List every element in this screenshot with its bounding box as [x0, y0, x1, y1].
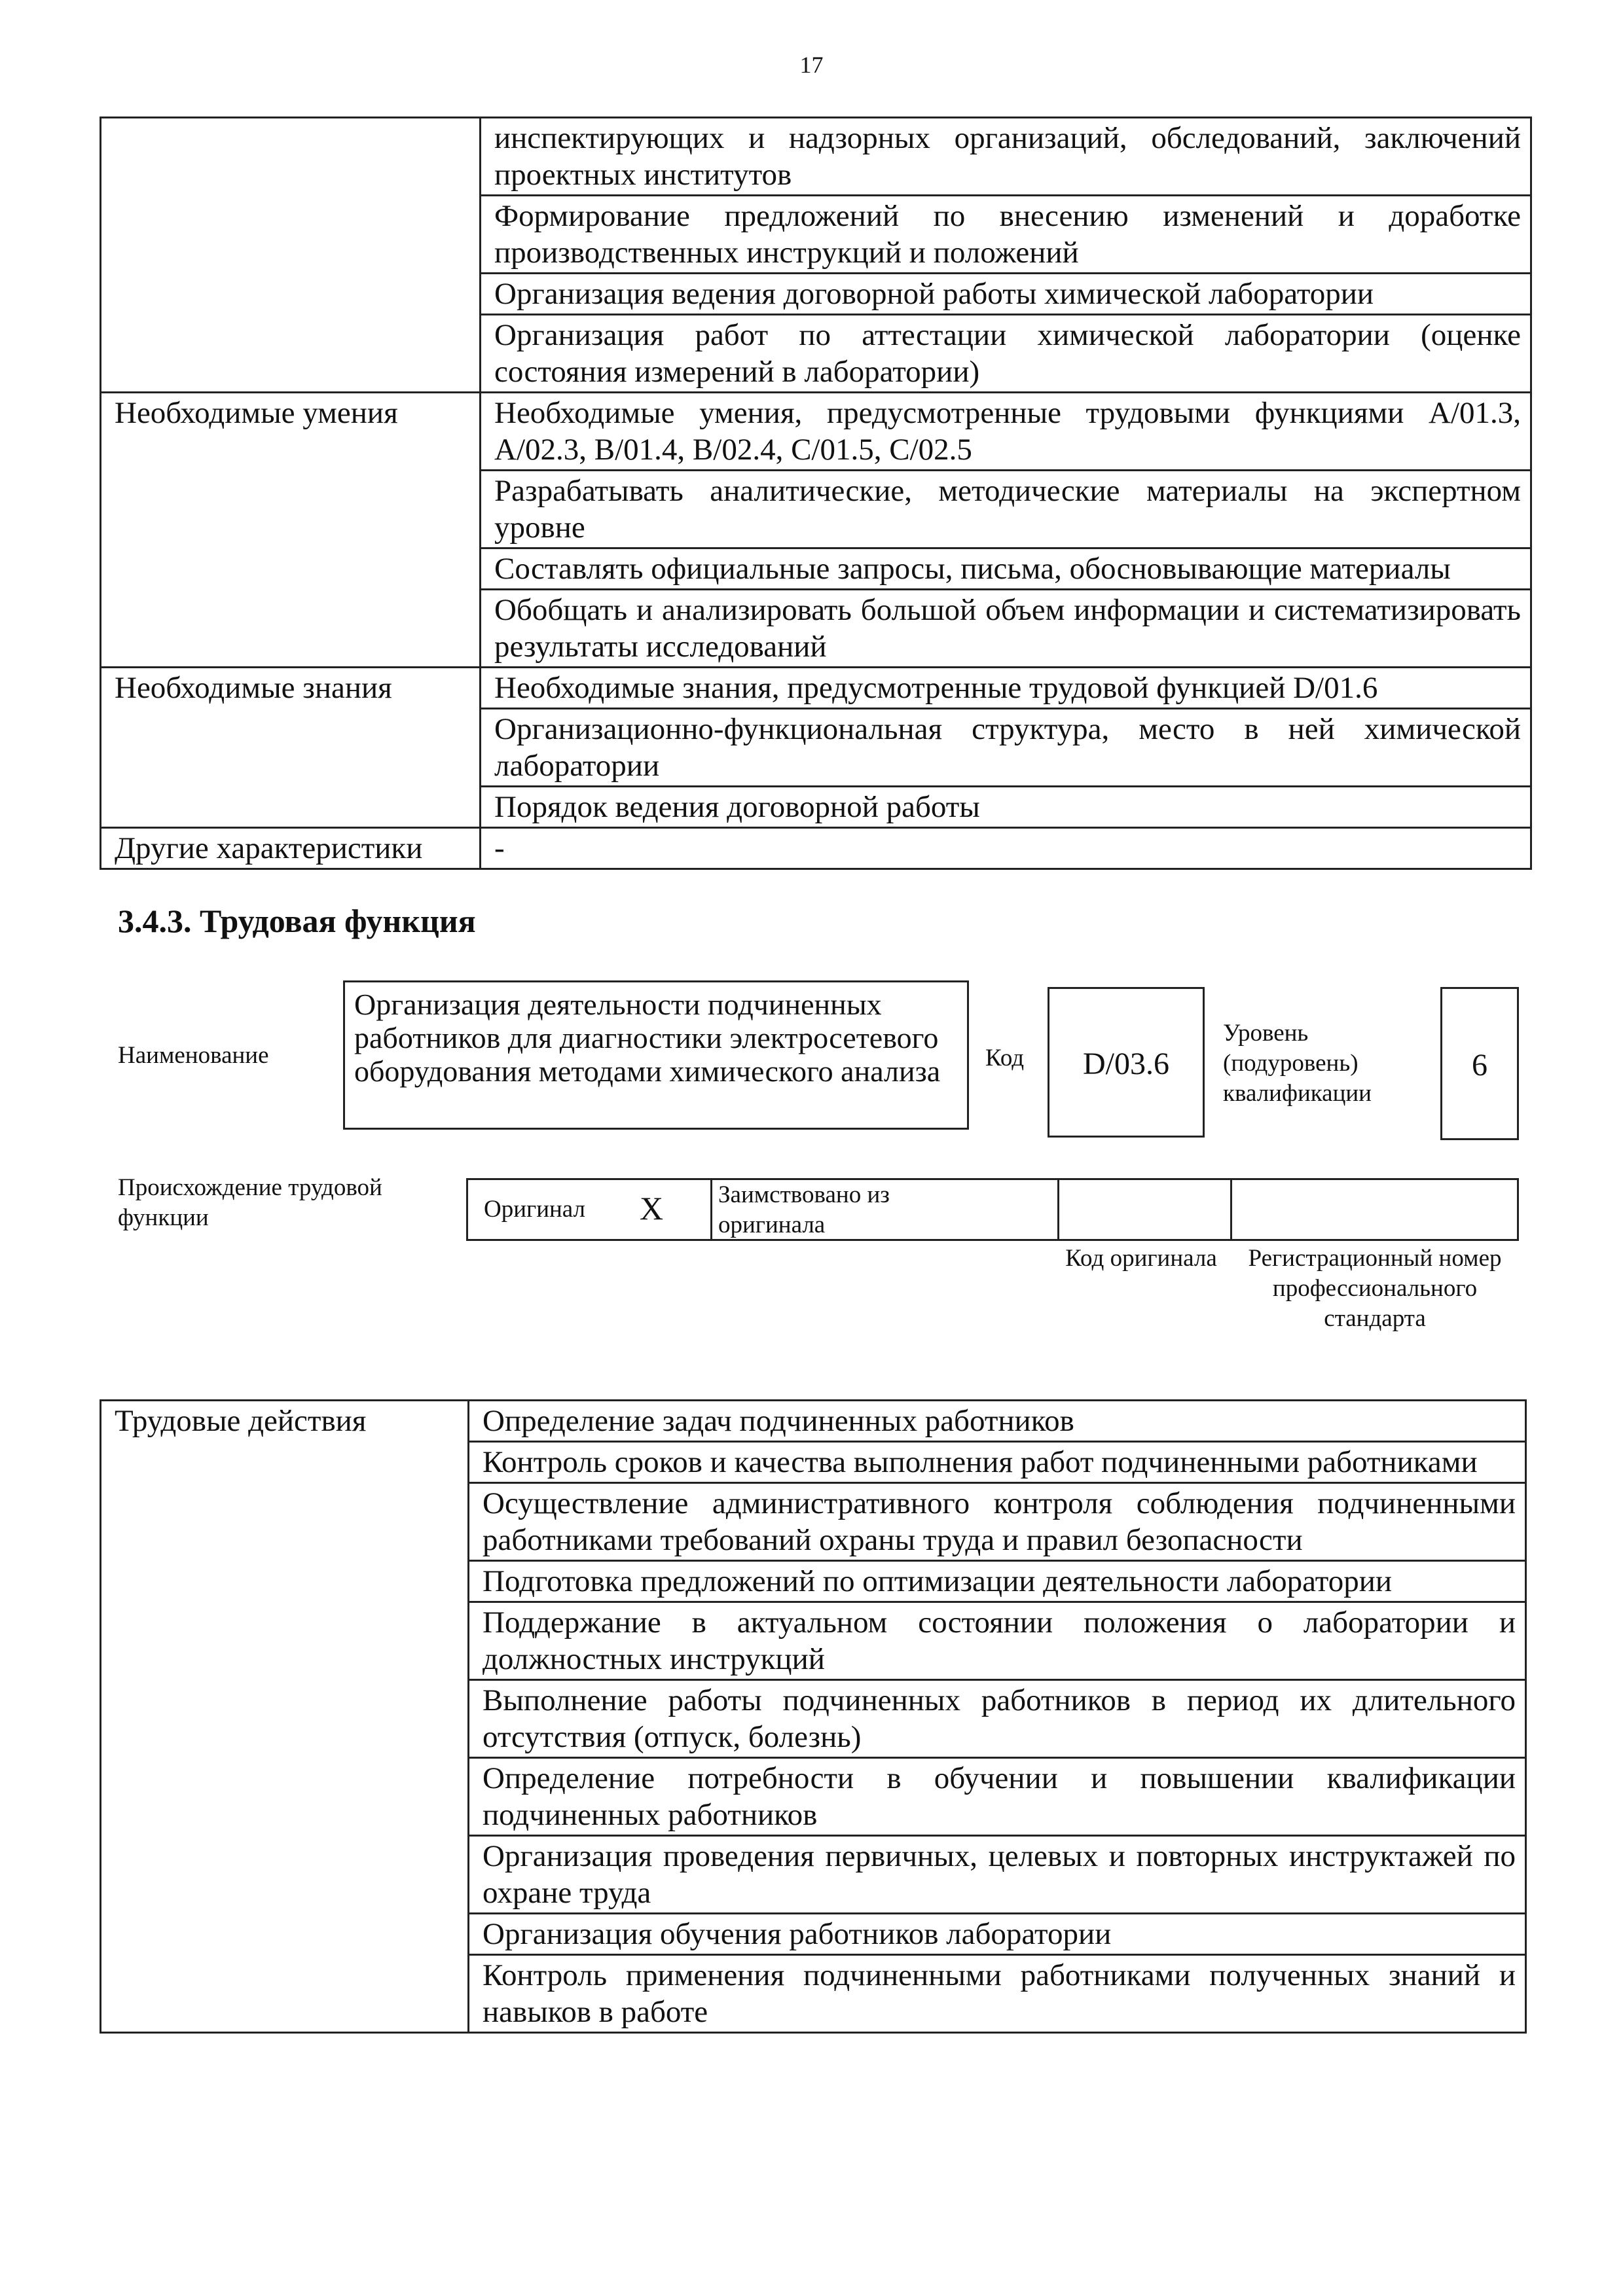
table-cell: - — [481, 828, 1531, 869]
table-cell: Необходимые умения, предусмотренные трудовыми функциями A/01.3, A/02.3, B/01.4, B/02.4, C/01.5, C/02.5 — [481, 393, 1531, 471]
divider — [1230, 1180, 1232, 1239]
table-cell: Обобщать и анализировать большой объем информации и систематизировать результаты исследований — [481, 590, 1531, 668]
borrowed-label: Заимствовано из оригинала — [718, 1181, 890, 1238]
row-label-skills: Необходимые умения — [101, 393, 481, 668]
row-label-knowledge: Необходимые знания — [101, 668, 481, 828]
page-number: 17 — [799, 52, 824, 78]
level-value: 6 — [1472, 1048, 1487, 1083]
actions-label: Трудовые действия — [101, 1401, 469, 2033]
table-cell: Организация работ по аттестации химической лаборатории (оценке состояния измерений в лаборатории) — [481, 315, 1531, 393]
table-row — [101, 1401, 1526, 1442]
table-cell: Выполнение работы подчиненных работников в период их длительного отсутствия (отпуск, болезнь) — [469, 1680, 1526, 1758]
table-cell: Необходимые знания, предусмотренные трудовой функцией D/01.6 — [481, 668, 1531, 709]
table-cell: Контроль сроков и качества выполнения работ подчиненными работниками — [469, 1442, 1526, 1483]
table-cell: Разрабатывать аналитические, методические материалы на экспертном уровне — [481, 471, 1531, 548]
table-cell: Организация ведения договорной работы химической лаборатории — [481, 274, 1531, 315]
table-cell: Осуществление административного контроля соблюдения подчиненными работниками требований охраны труда и правил безопасности — [469, 1483, 1526, 1561]
row-label-other: Другие характеристики — [101, 828, 481, 869]
function-name-value: Организация деятельности подчиненных работников для диагностики электросетевого оборудования методами химического анализа — [354, 988, 941, 1088]
divider — [710, 1180, 712, 1239]
name-label: Наименование — [118, 1042, 269, 1069]
actions-table — [100, 1399, 1527, 2034]
level-box — [1440, 987, 1519, 1140]
table-cell: Подготовка предложений по оптимизации деятельности лаборатории — [469, 1561, 1526, 1602]
table-cell: Определение потребности в обучении и повышении квалификации подчиненных работников — [469, 1758, 1526, 1836]
table-cell: Порядок ведения договорной работы — [481, 787, 1531, 828]
code-original-label: Код оригинала — [1065, 1245, 1217, 1272]
table-cell: Организационно-функциональная структура, место в ней химической лаборатории — [481, 709, 1531, 787]
original-mark: X — [640, 1190, 664, 1227]
divider — [1057, 1180, 1059, 1239]
reg-number-label: Регистрационный номер профессионального стандарта — [1248, 1245, 1502, 1332]
origin-box — [466, 1178, 1519, 1241]
original-label: Оригинал — [484, 1196, 586, 1223]
code-box — [1048, 987, 1205, 1138]
code-label: Код — [985, 1045, 1025, 1071]
table-cell: Формирование предложений по внесению изменений и доработке производственных инструкций и положений — [481, 196, 1531, 274]
table-row — [101, 118, 1531, 196]
table-row — [101, 668, 1531, 709]
section-title: 3.4.3. Трудовая функция — [118, 903, 476, 939]
table-row — [101, 393, 1531, 471]
table-cell: Контроль применения подчиненными работниками полученных знаний и навыков в работе — [469, 1955, 1526, 2033]
origin-label: Происхождение трудовой функции — [118, 1174, 382, 1231]
function-name-box — [343, 980, 969, 1130]
requirements-table — [100, 117, 1532, 870]
table-cell: инспектирующих и надзорных организаций, обследований, заключений проектных институтов — [481, 118, 1531, 196]
table-cell: Организация проведения первичных, целевых и повторных инструктажей по охране труда — [469, 1836, 1526, 1914]
table-cell: Составлять официальные запросы, письма, обосновывающие материалы — [481, 548, 1531, 590]
table-cell: Организация обучения работников лаборатории — [469, 1914, 1526, 1955]
table-row — [101, 828, 1531, 869]
table-cell: Поддержание в актуальном состоянии положения о лаборатории и должностных инструкций — [469, 1602, 1526, 1680]
row-label — [101, 118, 481, 393]
level-label: Уровень (подуровень) квалификации — [1223, 1020, 1372, 1107]
table-cell: Определение задач подчиненных работников — [469, 1401, 1526, 1442]
code-value: D/03.6 — [1083, 1047, 1169, 1081]
